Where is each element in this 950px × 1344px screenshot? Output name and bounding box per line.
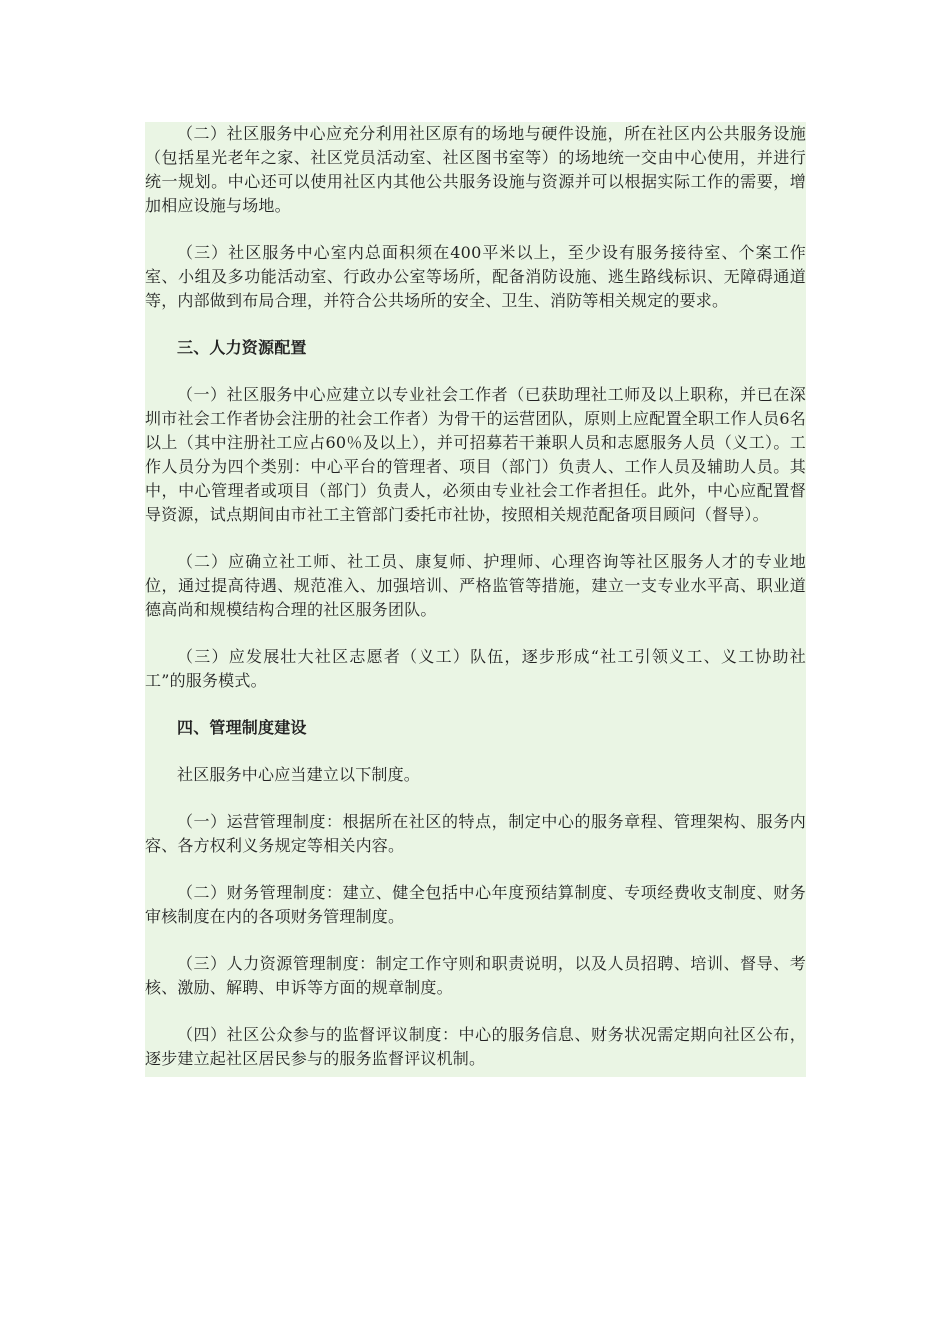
paragraph-facilities-2: （二）社区服务中心应充分利用社区原有的场地与硬件设施，所在社区内公共服务设施（包括星光老年之家、社区党员活动室、社区图书室等）的场地统一交由中心使用，并进行统一规划。中心还可以使用社区内其他公共服务设施与资源并可以根据实际工作的需要，增加相应设施与场地。: [145, 124, 806, 215]
paragraph-management-intro: 社区服务中心应当建立以下制度。: [177, 765, 421, 784]
paragraph-gap: [145, 527, 806, 550]
paragraph-gap: [145, 1000, 806, 1023]
paragraph-management-4: （四）社区公众参与的监督评议制度：中心的服务信息、财务状况需定期向社区公布，逐步建立起社区居民参与的服务监督评议机制。: [145, 1025, 806, 1068]
paragraph-hr-1: （一）社区服务中心应建立以专业社会工作者（已获助理社工师及以上职称，并已在深圳市社会工作者协会注册的社会工作者）为骨干的运营团队，原则上应配置全职工作人员6名以上（其中注册社工应占60％及以上），并可招募若干兼职人员和志愿服务人员（义工）。工作人员分为四个类别：中心平台的管理者、项目（部门）负责人、工作人员及辅助人员。其中，中心管理者或项目（部门）负责人，必须由专业社会工作者担任。此外，中心应配置督导资源，试点期间由市社工主管部门委托市社协，按照相关规范配备项目顾问（督导）。: [145, 385, 806, 524]
paragraph-gap: [145, 313, 806, 336]
paragraph-gap: [145, 787, 806, 810]
document-body: [145, 122, 806, 1077]
paragraph-hr-3: （三）应发展壮大社区志愿者（义工）队伍，逐步形成“社工引领义工、义工协助社工”的服务模式。: [145, 647, 806, 690]
paragraph-gap: [145, 360, 806, 383]
section-heading-management: 四、管理制度建设: [177, 718, 307, 737]
paragraph-gap: [145, 622, 806, 645]
paragraph-gap: [145, 858, 806, 881]
paragraph-management-2: （二）财务管理制度：建立、健全包括中心年度预结算制度、专项经费收支制度、财务审核制度在内的各项财务管理制度。: [145, 883, 806, 926]
paragraph-facilities-3: （三）社区服务中心室内总面积须在400平米以上，至少设有服务接待室、个案工作室、小组及多功能活动室、行政办公室等场所，配备消防设施、逃生路线标识、无障碍通道等，内部做到布局合理，并符合公共场所的安全、卫生、消防等相关规定的要求。: [145, 243, 806, 310]
paragraph-gap: [145, 740, 806, 763]
section-heading-hr: 三、人力资源配置: [177, 338, 307, 357]
paragraph-management-1: （一）运营管理制度：根据所在社区的特点，制定中心的服务章程、管理架构、服务内容、各方权利义务规定等相关内容。: [145, 812, 806, 855]
paragraph-management-3: （三）人力资源管理制度：制定工作守则和职责说明，以及人员招聘、培训、督导、考核、激励、解聘、申诉等方面的规章制度。: [145, 954, 806, 997]
paragraph-gap: [145, 929, 806, 952]
paragraph-gap: [145, 218, 806, 241]
paragraph-gap: [145, 693, 806, 716]
paragraph-hr-2: （二）应确立社工师、社工员、康复师、护理师、心理咨询等社区服务人才的专业地位，通过提高待遇、规范准入、加强培训、严格监管等措施，建立一支专业水平高、职业道德高尚和规模结构合理的社区服务团队。: [145, 552, 806, 619]
